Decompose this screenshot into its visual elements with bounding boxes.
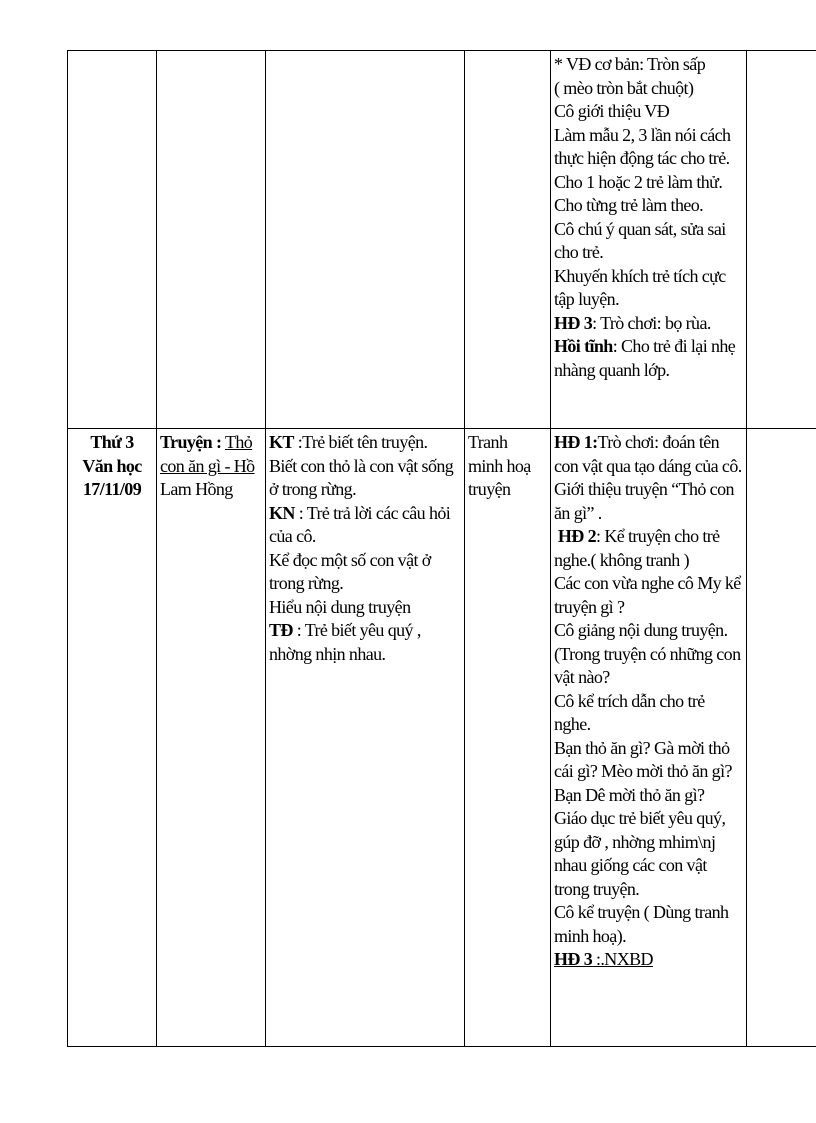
material-line: truyện xyxy=(468,479,511,499)
activity-line: ( mèo tròn bắt chuột) xyxy=(554,77,694,98)
activity-line: Giới thiệu truyện “Thỏ con xyxy=(554,479,734,499)
activity-line: con vật qua tạo dáng của cô. xyxy=(554,455,742,476)
hd3-line xyxy=(554,948,743,972)
activity-line: cho trẻ. xyxy=(554,242,604,262)
day-label: Thứ 3 xyxy=(90,432,134,452)
topic-cell xyxy=(157,429,266,1047)
activity-line: gúp đỡ , nhờng mhim\nj xyxy=(554,831,716,852)
topic-label: Truyện : xyxy=(160,432,222,452)
activity-line: cái gì? Mèo mời thỏ ăn gì? xyxy=(554,761,732,781)
td-label: TĐ xyxy=(269,620,293,640)
lesson-plan-table xyxy=(67,50,816,1047)
objective-line: nhờng nhịn nhau. xyxy=(269,643,386,664)
activity-line: Giáo dục trẻ biết yêu quý, xyxy=(554,808,726,828)
topic-author: Lam Hồng xyxy=(160,479,233,499)
hd1-line xyxy=(554,431,743,455)
kt-text: :Trẻ biết tên truyện. xyxy=(293,432,428,452)
activities-cell xyxy=(551,429,747,1047)
day-cell xyxy=(68,429,157,1047)
notes-cell xyxy=(747,51,816,429)
objective-line: Biết con thỏ là con vật sống xyxy=(269,455,454,476)
kn-label: KN xyxy=(269,502,295,523)
activity-line-hoi-tinh xyxy=(554,335,743,359)
hd3-label: HĐ 3 xyxy=(554,312,593,333)
activity-line: Cô kể trích dẫn cho trẻ xyxy=(554,690,705,711)
kt-label: KT xyxy=(269,432,294,452)
material-line: minh hoạ xyxy=(468,455,531,476)
materials-cell xyxy=(465,51,551,429)
activity-line: Bạn thỏ ăn gì? Gà mời thỏ xyxy=(554,737,730,758)
objectives-cell xyxy=(266,51,465,429)
hd3-text: : Trò chơi: bọ rùa. xyxy=(592,312,711,333)
td-line xyxy=(269,619,461,643)
activity-line: (Trong truyện có những con xyxy=(554,643,741,664)
activity-line: Cô chú ý quan sát, sửa sai xyxy=(554,218,726,239)
objective-line: Kể đọc một số con vật ở xyxy=(269,549,431,570)
objective-line: của cô. xyxy=(269,526,316,546)
kn-text: : Trẻ trả lời các câu hỏi xyxy=(294,502,451,523)
activity-line: Cho 1 hoặc 2 trẻ làm thử. xyxy=(554,171,723,192)
kn-line xyxy=(269,502,461,526)
hd1-label: HĐ 1: xyxy=(554,432,598,452)
activity-line: ăn gì” . xyxy=(554,502,602,523)
notes-cell xyxy=(747,429,816,1047)
kt-line xyxy=(269,431,461,455)
activity-line-hd3 xyxy=(554,312,743,336)
hoi-tinh-text: : Cho trẻ đi lại nhẹ xyxy=(612,336,736,356)
activity-line: Cô giới thiệu VĐ xyxy=(554,101,670,121)
materials-cell xyxy=(465,429,551,1047)
activity-line: minh hoạ). xyxy=(554,925,626,946)
activity-line: * VĐ cơ bản: Tròn sấp xyxy=(554,54,706,74)
topic-title: Thỏ con ăn gì - Hồ xyxy=(160,432,255,476)
activity-line: Các con vừa nghe cô My kể xyxy=(554,573,741,593)
activity-line: Làm mẫu 2, 3 lần nói cách xyxy=(554,124,731,145)
hoi-tinh-label: Hồi tĩnh xyxy=(554,336,613,356)
hd3-text: :.NXBD xyxy=(592,949,653,969)
activity-line: trong truyện. xyxy=(554,878,640,899)
hd1-text: Trò chơi: đoán tên xyxy=(597,432,720,452)
activity-line: Cho từng trẻ làm theo. xyxy=(554,195,704,215)
date-label: 17/11/09 xyxy=(82,479,142,499)
topic-cell xyxy=(157,51,266,429)
objective-line: ở trong rừng. xyxy=(269,479,356,499)
activity-line: Cô kể truyện ( Dùng tranh xyxy=(554,902,729,922)
activity-line: nghe.( không tranh ) xyxy=(554,549,689,570)
material-line: Tranh xyxy=(468,432,508,452)
hd2-text: : Kể truyện cho trẻ xyxy=(596,526,720,546)
objective-line: trong rừng. xyxy=(269,573,344,593)
objectives-cell xyxy=(266,429,465,1047)
hd2-line xyxy=(554,525,743,549)
activity-line: tập luyện. xyxy=(554,289,619,309)
hd3-label: HĐ 3 xyxy=(554,949,593,969)
activity-line: Cô giảng nội dung truyện. xyxy=(554,620,728,640)
day-cell xyxy=(68,51,157,429)
activity-line: nhau giống các con vật xyxy=(554,855,707,875)
subject-label: Văn học xyxy=(82,455,142,476)
table-row xyxy=(68,429,816,1047)
activity-line: vật nào? xyxy=(554,667,610,687)
activity-line: nhàng quanh lớp. xyxy=(554,359,670,380)
activity-line: thực hiện động tác cho trẻ. xyxy=(554,148,730,168)
objective-line: Hiểu nội dung truyện xyxy=(269,596,411,617)
activities-cell xyxy=(551,51,747,429)
table-row xyxy=(68,51,816,429)
activity-line: Bạn Dê mời thỏ ăn gì? xyxy=(554,784,705,805)
td-text: : Trẻ biết yêu quý , xyxy=(292,620,421,640)
hd2-label: HĐ 2 xyxy=(557,526,597,546)
activity-line: nghe. xyxy=(554,714,591,734)
activity-line: Khuyến khích trẻ tích cực xyxy=(554,265,726,286)
activity-line: truyện gì ? xyxy=(554,596,625,617)
